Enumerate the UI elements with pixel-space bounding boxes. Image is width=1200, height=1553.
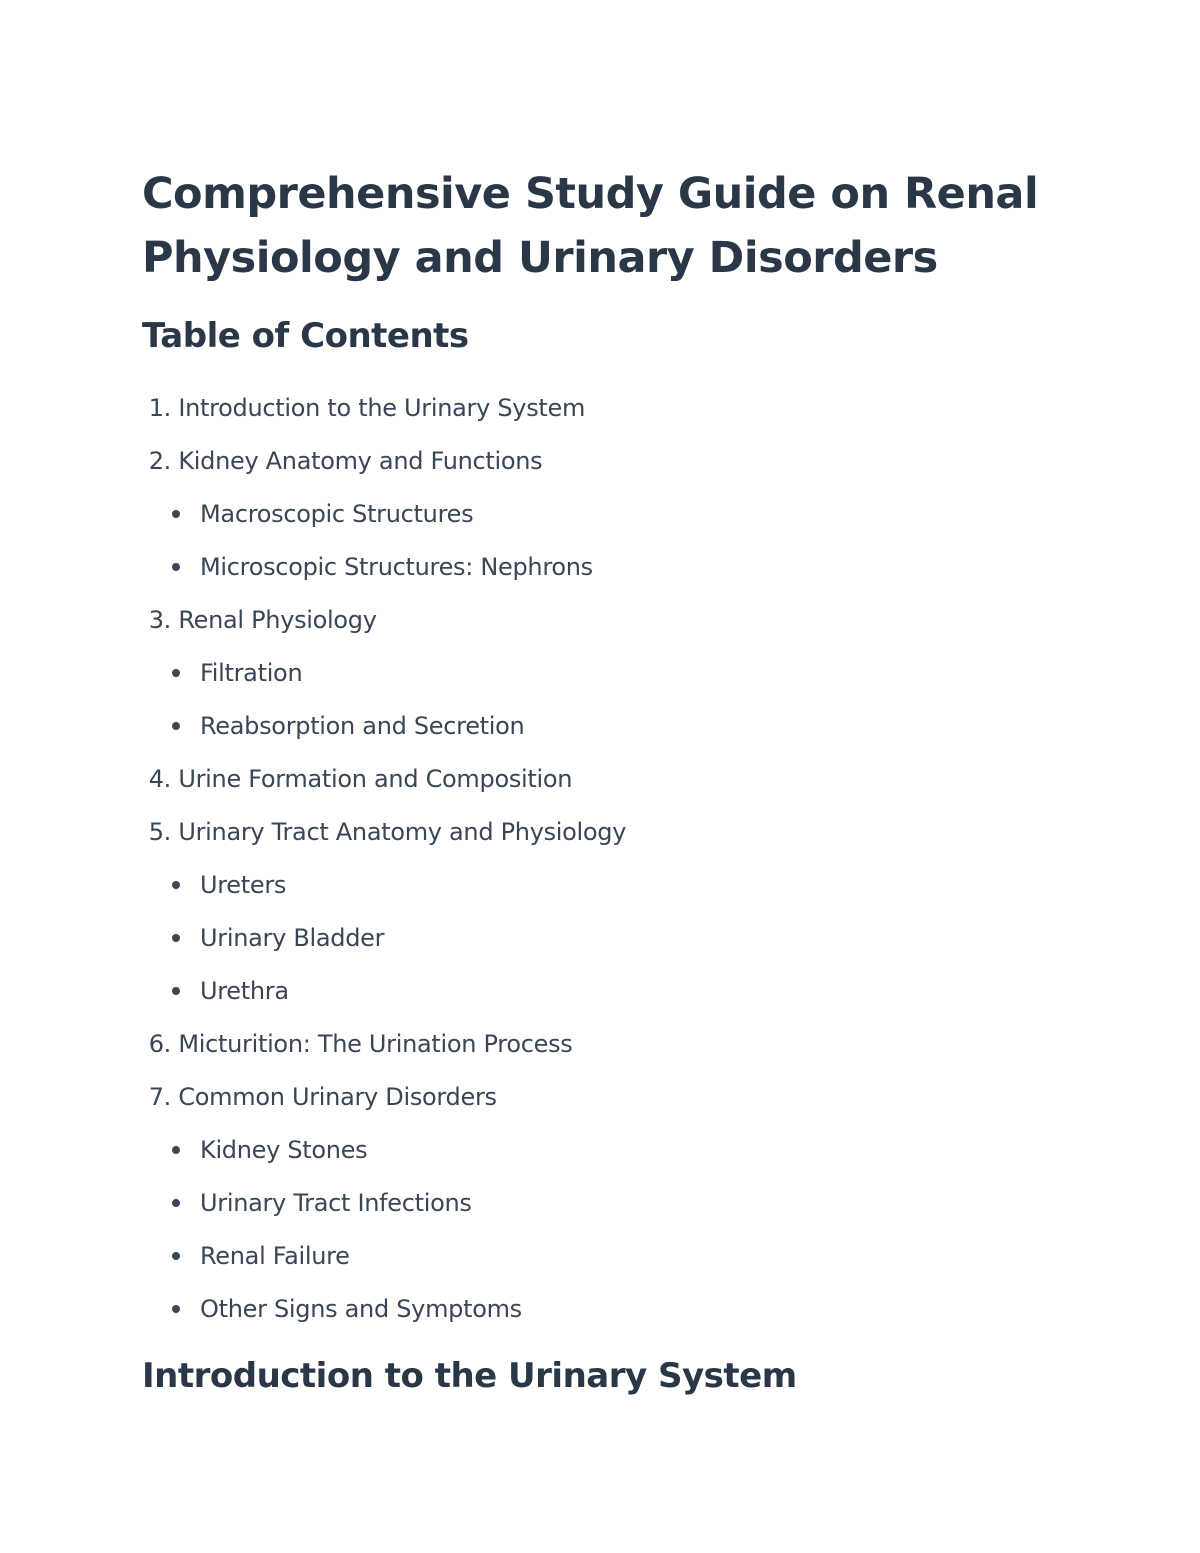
toc-item-label: Kidney Anatomy and Functions (171, 447, 543, 475)
toc-item (142, 594, 1062, 647)
table-of-contents (142, 382, 1062, 1336)
toc-heading: Table of Contents (142, 316, 469, 356)
bullet-icon (172, 510, 180, 518)
toc-item-label: Renal Physiology (171, 606, 377, 634)
toc-subitem-label: Other Signs and Symptoms (200, 1295, 522, 1323)
toc-subitem (142, 1230, 1062, 1283)
document-page (142, 162, 1062, 1396)
toc-subitem-label: Microscopic Structures: Nephrons (200, 553, 593, 581)
toc-item-number: 3. (148, 606, 171, 634)
toc-subitem (142, 647, 1062, 700)
toc-item-label: Common Urinary Disorders (171, 1083, 497, 1111)
section-heading: Introduction to the Urinary System (142, 1356, 797, 1396)
toc-item-label: Urinary Tract Anatomy and Physiology (171, 818, 627, 846)
toc-subitem-label: Urinary Tract Infections (200, 1189, 472, 1217)
toc-item-label: Micturition: The Urination Process (171, 1030, 573, 1058)
toc-subitem (142, 912, 1062, 965)
toc-subitem-label: Macroscopic Structures (200, 500, 474, 528)
toc-subitem (142, 1283, 1062, 1336)
bullet-icon (172, 1252, 180, 1260)
toc-subitem-label: Renal Failure (200, 1242, 350, 1270)
bullet-icon (172, 722, 180, 730)
toc-item-label: Introduction to the Urinary System (171, 394, 586, 422)
bullet-icon (172, 669, 180, 677)
document-title: Comprehensive Study Guide on Renal Physiology and Urinary Disorders (142, 169, 1039, 283)
toc-subitem-label: Reabsorption and Secretion (200, 712, 525, 740)
toc-subitem-label: Urinary Bladder (200, 924, 385, 952)
toc-subitem (142, 1177, 1062, 1230)
toc-item-number: 4. (148, 765, 171, 793)
toc-item (142, 435, 1062, 488)
toc-item-number: 6. (148, 1030, 171, 1058)
toc-item-number: 7. (148, 1083, 171, 1111)
toc-item (142, 753, 1062, 806)
toc-item-number: 5. (148, 818, 171, 846)
bullet-icon (172, 881, 180, 889)
bullet-icon (172, 987, 180, 995)
toc-item (142, 806, 1062, 859)
toc-subitem (142, 700, 1062, 753)
toc-subitem (142, 541, 1062, 594)
bullet-icon (172, 1146, 180, 1154)
bullet-icon (172, 563, 180, 571)
toc-item-number: 1. (148, 394, 171, 422)
toc-subitem (142, 859, 1062, 912)
toc-item (142, 1071, 1062, 1124)
toc-item (142, 382, 1062, 435)
toc-subitem (142, 1124, 1062, 1177)
toc-subitem (142, 965, 1062, 1018)
toc-item-label: Urine Formation and Composition (171, 765, 573, 793)
toc-subitem-label: Filtration (200, 659, 303, 687)
toc-item-number: 2. (148, 447, 171, 475)
toc-subitem (142, 488, 1062, 541)
toc-subitem-label: Urethra (200, 977, 289, 1005)
bullet-icon (172, 1199, 180, 1207)
toc-subitem-label: Kidney Stones (200, 1136, 368, 1164)
toc-subitem-label: Ureters (200, 871, 287, 899)
bullet-icon (172, 1305, 180, 1313)
toc-item (142, 1018, 1062, 1071)
bullet-icon (172, 934, 180, 942)
